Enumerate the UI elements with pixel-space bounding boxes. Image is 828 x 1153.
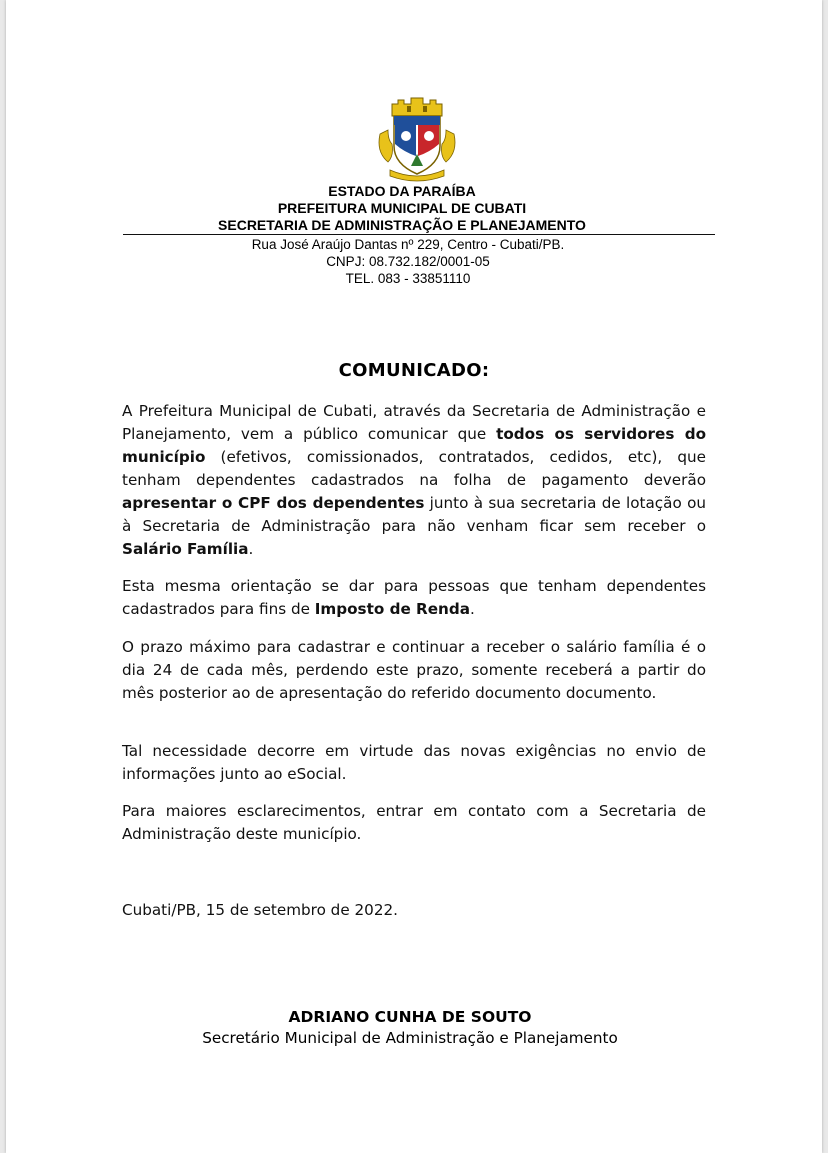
coat-of-arms-icon bbox=[374, 96, 460, 182]
header-cnpj: CNPJ: 08.732.182/0001-05 bbox=[326, 254, 490, 269]
paragraph-1 bbox=[122, 400, 706, 561]
signature-name: ADRIANO CUNHA DE SOUTO bbox=[288, 1008, 532, 1026]
document-title: COMUNICADO: bbox=[338, 360, 490, 381]
paragraph-1-text-b: (efetivos, comissionados, contratados, cedidos, etc), que tenham dependentes cadastrados na folha de pagamento deverão bbox=[122, 448, 706, 489]
paragraph-1-text-c: junto à sua secretaria de lotação ou à Secretaria de Administração para não venham ficar sem receber o bbox=[122, 494, 706, 535]
paragraph-2-text-a: Esta mesma orientação se dar para pessoas que tenham dependentes cadastrados para fins de bbox=[122, 577, 706, 618]
paragraph-1-bold-b: apresentar o CPF dos dependentes bbox=[122, 494, 425, 512]
header-secretaria: SECRETARIA DE ADMINISTRAÇÃO E PLANEJAMENTO bbox=[218, 217, 586, 233]
header-prefeitura: PREFEITURA MUNICIPAL DE CUBATI bbox=[277, 200, 527, 216]
header-divider bbox=[123, 234, 715, 235]
header-address: Rua José Araújo Dantas nº 229, Centro - Cubati/PB. bbox=[251, 237, 565, 252]
paragraph-1-bold-c: Salário Família bbox=[122, 540, 249, 558]
paragraph-5: Para maiores esclarecimentos, entrar em contato com a Secretaria de Administração deste município. bbox=[122, 802, 706, 843]
document-page bbox=[6, 0, 822, 1153]
paragraph-1-text-d: . bbox=[248, 540, 254, 558]
paragraph-3: O prazo máximo para cadastrar e continuar a receber o salário família é o dia 24 de cada mês, perdendo este prazo, somente receberá a partir do mês posterior ao de apresentação do referido documento documento. bbox=[122, 638, 706, 702]
document-date: Cubati/PB, 15 de setembro de 2022. bbox=[122, 901, 398, 919]
paragraph-1-bold-a: todos os servidores do município bbox=[122, 425, 706, 466]
paragraph-4: Tal necessidade decorre em virtude das novas exigências no envio de informações junto ao eSocial. bbox=[122, 742, 706, 783]
paragraph-2 bbox=[122, 575, 706, 621]
header-state: ESTADO DA PARAÍBA bbox=[328, 183, 476, 199]
paragraph-2-bold-a: Imposto de Renda bbox=[314, 600, 470, 618]
paragraph-2-text-b: . bbox=[469, 600, 475, 618]
signature-role: Secretário Municipal de Administração e Planejamento bbox=[202, 1029, 618, 1047]
paragraph-1-text-a: A Prefeitura Municipal de Cubati, através da Secretaria de Administração e Planejamento, vem a público comunicar que bbox=[122, 402, 706, 443]
header-phone: TEL. 083 - 33851110 bbox=[345, 271, 471, 286]
